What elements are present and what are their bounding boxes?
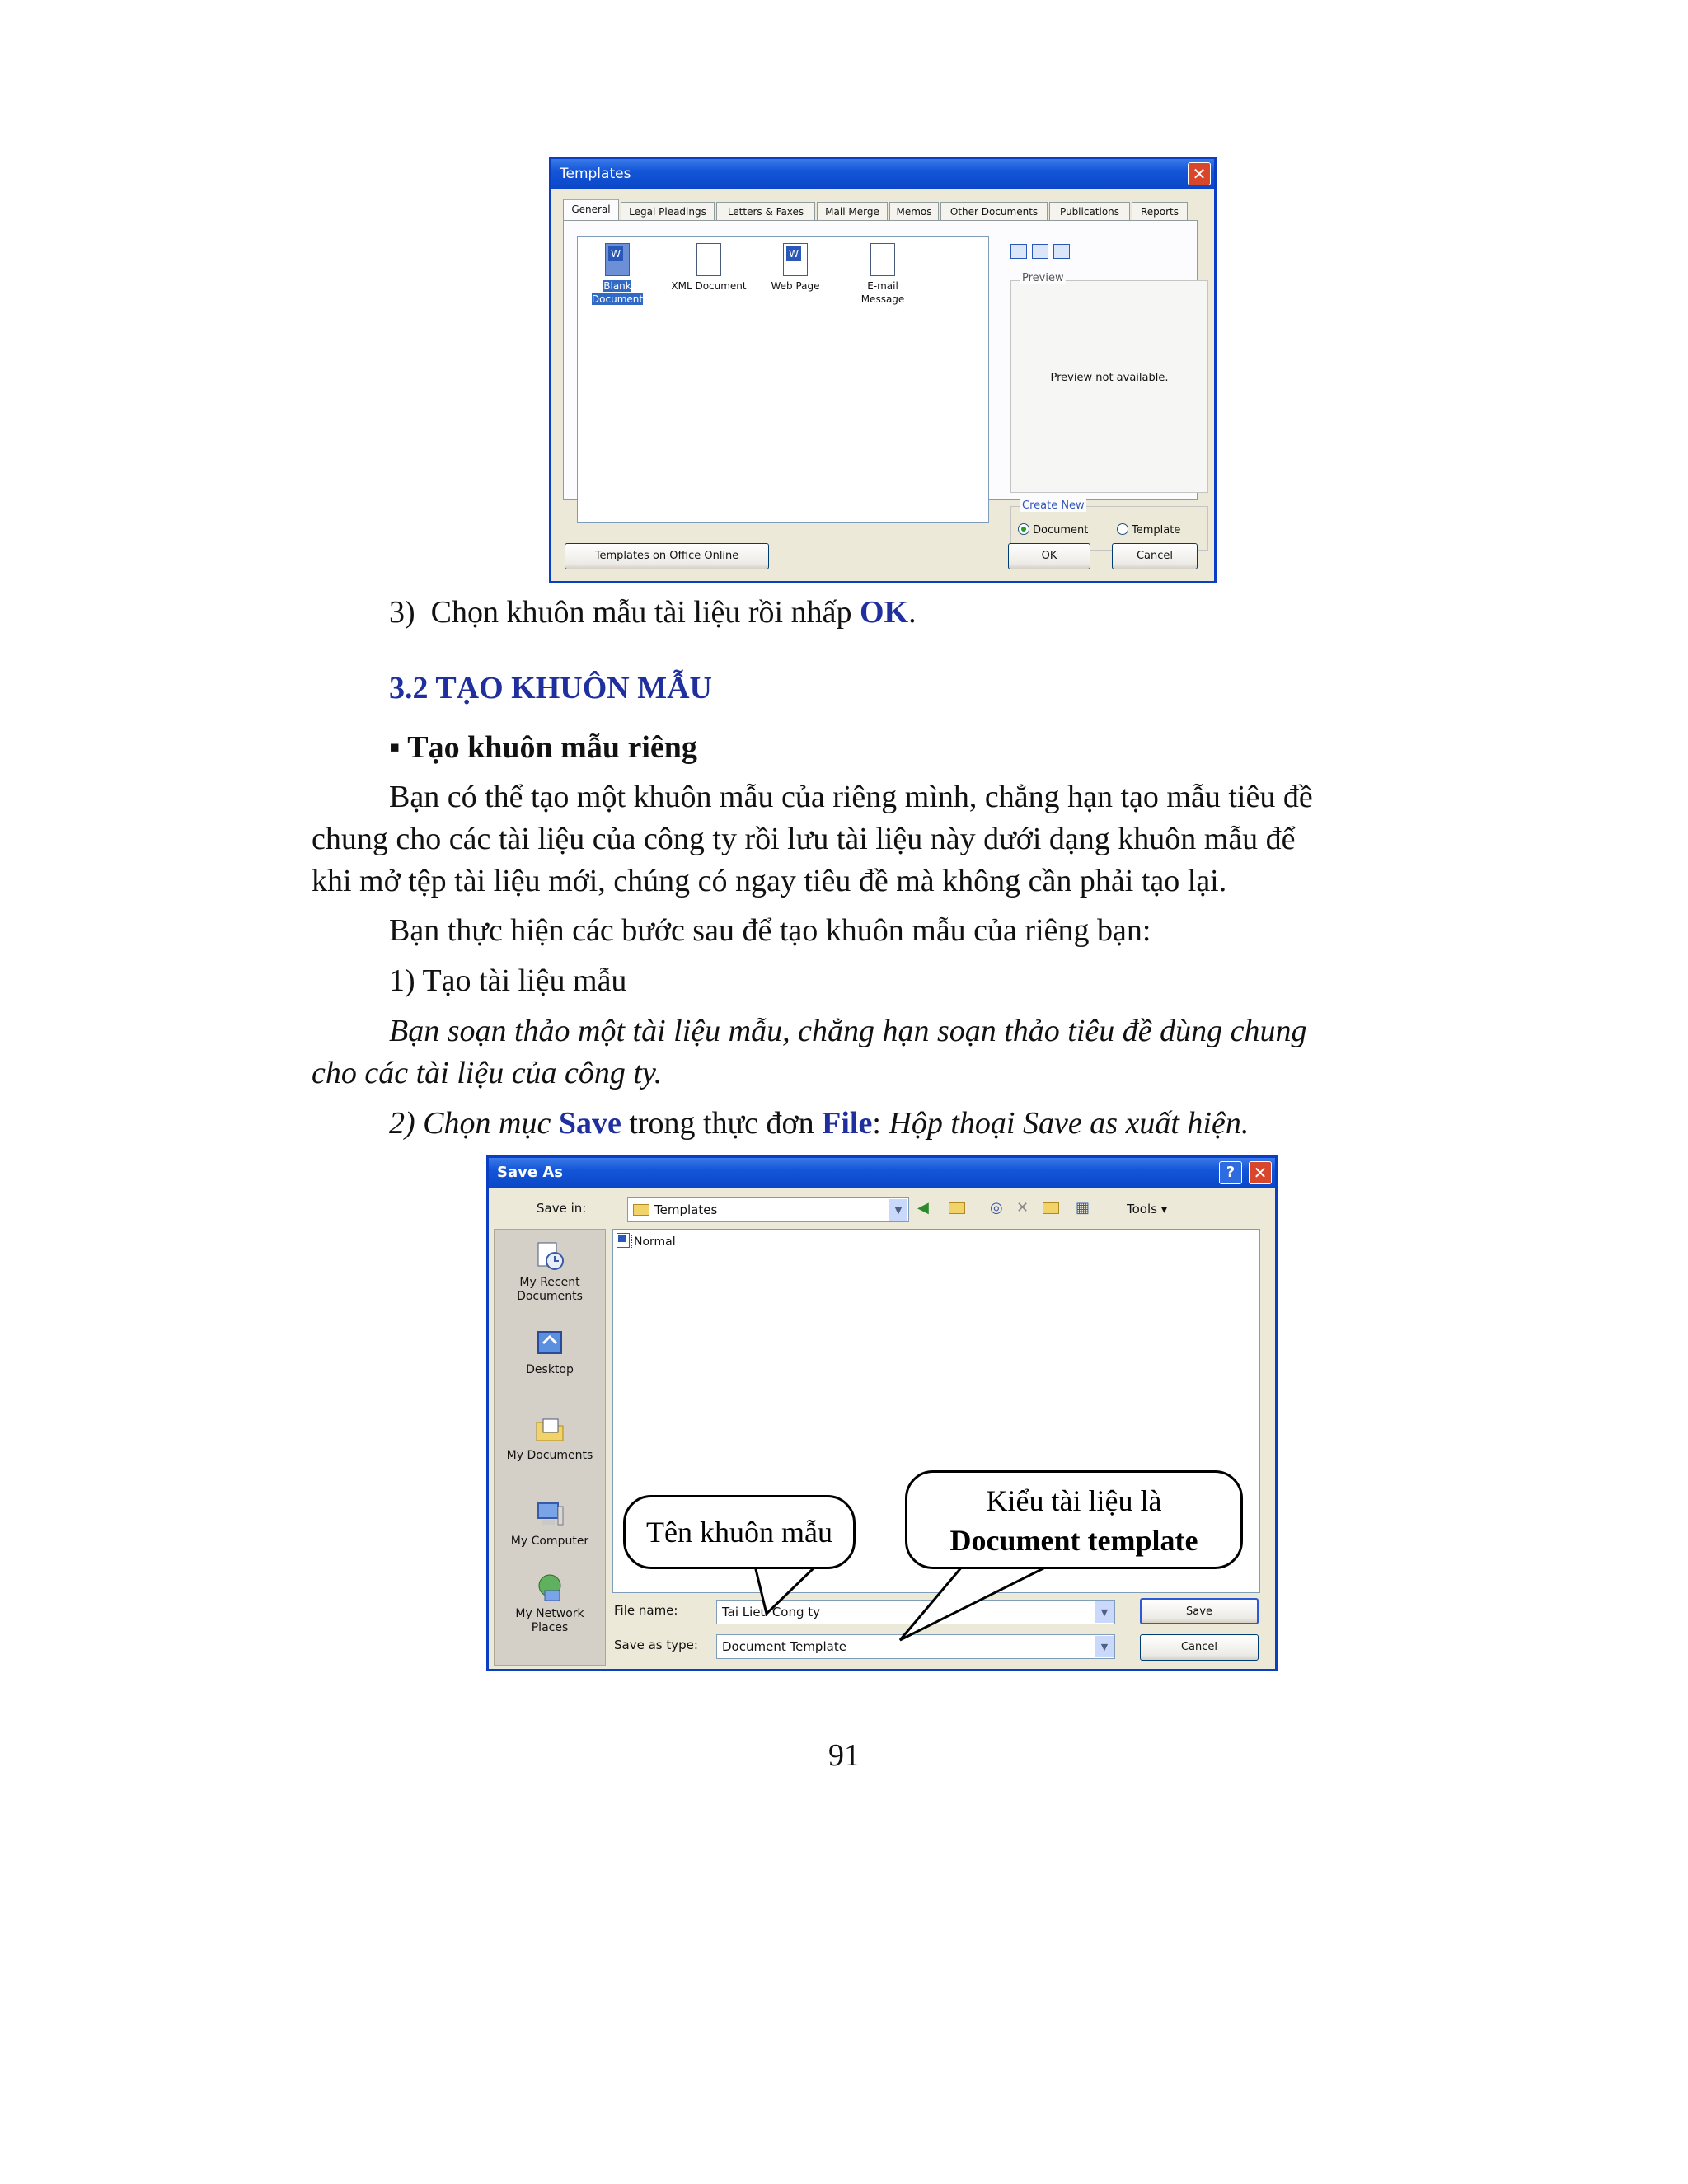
file-word: File — [822, 1106, 873, 1141]
place-my-documents[interactable]: My Documents — [495, 1413, 605, 1463]
callout-document-type: Kiểu tài liệu là Document template — [905, 1470, 1243, 1569]
file-item-normal[interactable]: Normal — [617, 1233, 678, 1249]
create-new-label: Create New — [1022, 499, 1085, 512]
callout-template-name: Tên khuôn mẫu — [623, 1495, 856, 1569]
save-button[interactable]: Save — [1140, 1598, 1259, 1624]
search-web-icon[interactable]: ◎ — [990, 1199, 1003, 1216]
template-label: Web Page — [771, 280, 820, 292]
radio-template[interactable]: Template — [1117, 523, 1180, 537]
help-icon[interactable]: ? — [1219, 1161, 1242, 1184]
chevron-down-icon[interactable]: ▼ — [1095, 1636, 1114, 1657]
subheading: ▪ Tạo khuôn mẫu riêng — [389, 730, 697, 765]
template-label: Blank Document — [591, 280, 644, 305]
tools-menu[interactable]: Tools ▾ — [1127, 1202, 1168, 1216]
para1-line1: Bạn có thể tạo một khuôn mẫu của riêng mình, chẳng hạn tạo mẫu tiêu đề — [389, 780, 1313, 814]
tab-memos[interactable]: Memos — [889, 202, 939, 220]
preview-label: Preview — [1022, 272, 1064, 284]
save-as-type-label: Save as type: — [614, 1638, 698, 1652]
preview-message: Preview not available. — [1050, 372, 1169, 384]
file-name-label: File name: — [614, 1603, 678, 1618]
chevron-down-icon[interactable]: ▼ — [889, 1199, 907, 1221]
callout-left-pointer — [755, 1566, 816, 1614]
template-label: E-mail Message — [860, 280, 905, 305]
cancel-button[interactable]: Cancel — [1112, 543, 1198, 569]
para1-line2: chung cho các tài liệu của công ty rồi lưu tài liệu này dưới dạng khuôn mẫu để — [312, 822, 1296, 856]
save-as-type-select[interactable]: Document Template ▼ — [716, 1634, 1115, 1659]
place-my-network-places[interactable]: My Network Places — [495, 1571, 605, 1635]
templates-title: Templates — [560, 166, 631, 182]
cancel-button[interactable]: Cancel — [1140, 1634, 1259, 1661]
templates-online-button[interactable]: Templates on Office Online — [565, 543, 769, 569]
tab-publications[interactable]: Publications — [1049, 202, 1130, 220]
save-in-label: Save in: — [537, 1201, 587, 1216]
tab-other-documents[interactable]: Other Documents — [940, 202, 1048, 220]
back-icon[interactable]: ◀ — [917, 1199, 929, 1216]
step1: 1) Tạo tài liệu mẫu — [389, 963, 627, 998]
step1-desc-line1: Bạn soạn thảo một tài liệu mẫu, chẳng hạn soạn thảo tiêu đề dùng chung — [389, 1014, 1307, 1048]
ok-word: OK — [859, 595, 909, 630]
delete-icon[interactable]: ✕ — [1016, 1199, 1029, 1216]
chevron-down-icon[interactable]: ▼ — [1095, 1601, 1114, 1623]
save-word: Save — [558, 1106, 621, 1141]
section-heading: 3.2 TẠO KHUÔN MẪU — [389, 671, 712, 705]
place-my-computer[interactable]: My Computer — [495, 1498, 605, 1549]
tab-reports[interactable]: Reports — [1132, 202, 1188, 220]
page-number: 91 — [828, 1738, 860, 1773]
tab-legal-pleadings[interactable]: Legal Pleadings — [621, 202, 715, 220]
para2: Bạn thực hiện các bước sau để tạo khuôn mẫu của riêng bạn: — [389, 913, 1151, 948]
place-my-recent-documents[interactable]: My Recent Documents — [495, 1240, 605, 1304]
radio-document[interactable]: Document — [1018, 523, 1088, 537]
save-in-select[interactable]: Templates ▼ — [627, 1197, 909, 1222]
tab-mail-merge[interactable]: Mail Merge — [817, 202, 888, 220]
template-label: XML Document — [671, 280, 747, 292]
step2-line: 2) Chọn mục Save trong thực đơn File: Hộp thoại Save as xuất hiện. — [389, 1106, 1250, 1141]
save-as-title: Save As — [497, 1164, 563, 1181]
tab-letters-faxes[interactable]: Letters & Faxes — [716, 202, 815, 220]
close-icon[interactable]: ✕ — [1188, 162, 1211, 185]
callout-right-pointer — [900, 1566, 1048, 1640]
place-desktop[interactable]: Desktop — [495, 1327, 605, 1377]
para1-line3: khi mở tệp tài liệu mới, chúng có ngay tiêu đề mà không cần phải tạo lại. — [312, 864, 1227, 898]
file-name-input[interactable]: Tai Lieu Cong ty ▼ — [716, 1600, 1115, 1624]
views-icon[interactable]: ▦ — [1076, 1199, 1090, 1216]
step1-desc-line2: cho các tài liệu của công ty. — [312, 1056, 663, 1090]
close-icon[interactable]: ✕ — [1249, 1161, 1272, 1184]
step3-line: 3) Chọn khuôn mẫu tài liệu rồi nhấp OK. — [389, 595, 917, 630]
ok-button[interactable]: OK — [1008, 543, 1090, 569]
tab-general[interactable]: General — [563, 199, 619, 220]
